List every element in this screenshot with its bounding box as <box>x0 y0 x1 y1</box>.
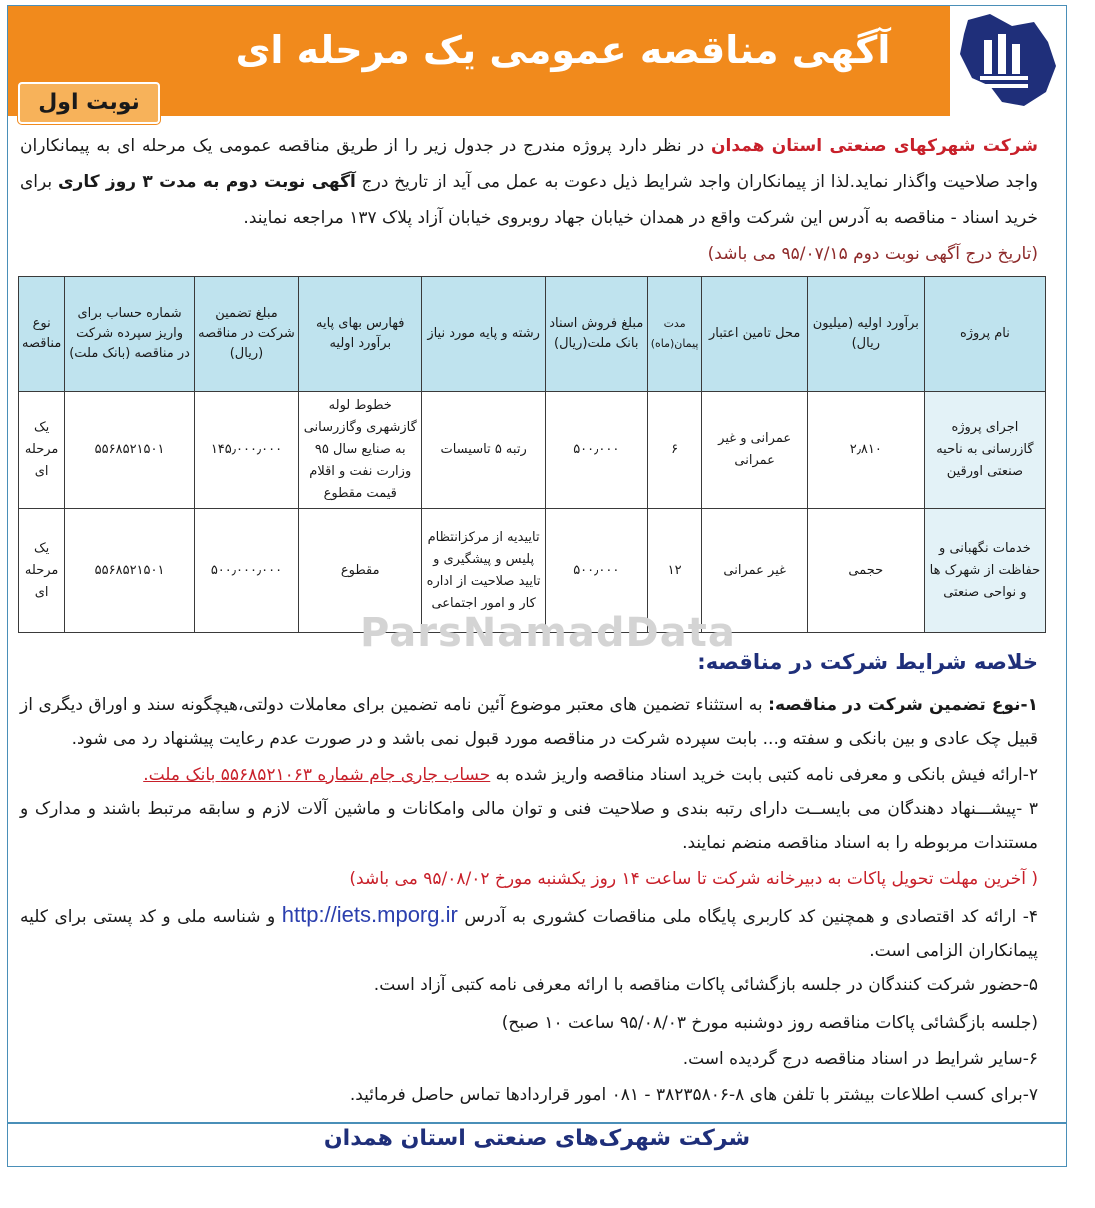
intro-text-1: در نظر دارد پروژه مندرج در جدول زیر را از طریق مناقصه عمومی یک مرحله ای به پیمانکاران واجد صلاحیت واگذار نماید.لذا از پیمانکاران واجد شرایط ذیل دعوت به عمل می آید از تاریخ درج <box>20 136 1038 192</box>
cell-account: ۵۵۶۸۵۲۱۵۰۱ <box>65 392 195 509</box>
tender-table <box>18 276 1046 633</box>
deadline-note: ( آخرین مهلت تحویل پاکات به دبیرخانه شرکت تا ساعت ۱۴ روز یکشنبه مورخ ۹۵/۰۸/۰۲ می باشد) <box>349 869 1038 889</box>
header-duration: مدت پیمان(ماه) <box>647 277 702 392</box>
condition-5: ۵-حضور شرکت کنندگان در جلسه بازگشائی پاکات مناقصه با ارائه معرفی نامه کتبی آزاد است. <box>373 975 1038 995</box>
table-header-row <box>19 277 1046 392</box>
cell-doc-price: ۵۰۰٫۰۰۰ <box>545 392 647 509</box>
intro-paragraph <box>20 128 1038 236</box>
condition-1 <box>20 688 1038 756</box>
cell-duration: ۱۲ <box>647 509 702 633</box>
header-doc-price: مبلغ فروش اسناد بانک ملت(ریال) <box>545 277 647 392</box>
condition-3: ۳ -پیشـــنهاد دهندگان می بایســت دارای رتبه بندی و صلاحیت فنی و توان مالی وامکانات و ماشین آلات لازم و سابقه مرتبط باشند و مدارک و مستندات مربوطه را به اسناد مناقصه منضم نمایند. <box>20 799 1038 853</box>
cell-price-list: خطوط لوله گازشهری وگازرسانی به صنایع سال ۹۵ وزارت نفت و اقلام قیمت مقطوع <box>299 392 422 509</box>
condition-5-note: (جلسه بازگشائی پاکات مناقصه روز دوشنبه مورخ ۹۵/۰۸/۰۳ ساعت ۱۰ صبح) <box>501 1013 1038 1033</box>
header-funding: محل تامین اعتبار <box>702 277 807 392</box>
watermark: ParsNamadData <box>360 610 736 656</box>
date-line: (تاریخ درج آگهی نوبت دوم ۹۵/۰۷/۱۵ می باشد) <box>707 244 1038 264</box>
badge-label: نوبت اول <box>38 90 140 115</box>
condition-2-text: ۲-ارائه فیش بانکی و معرفی نامه کتبی بابت خرید اسناد مناقصه واریز شده به <box>490 765 1038 785</box>
ad-title: آگهی مناقصه عمومی یک مرحله ای <box>235 28 891 72</box>
header-account: شماره حساب برای واریز سپرده شرکت در مناقصه (بانک ملت) <box>65 277 195 392</box>
cell-grade: رتبه ۵ تاسیسات <box>422 392 545 509</box>
condition-4-text-2: و شناسه ملی و کد پستی برای کلیه پیمانکاران الزامی است. <box>20 907 1038 961</box>
conditions-title: خلاصه شرایط شرکت در مناقصه: <box>697 650 1038 674</box>
condition-7: ۷-برای کسب اطلاعات بیشتر با تلفن های ۸-۳۸۲۳۵۸۰۶ - ۰۸۱ امور قراردادها تماس حاصل فرمائید. <box>349 1085 1038 1105</box>
cell-funding: عمرانی و غیر عمرانی <box>702 392 807 509</box>
condition-4-text-1: ۴- ارائه کد اقتصادی و همچنین کد کاربری پایگاه ملی مناقصات کشوری به آدرس <box>457 907 1038 927</box>
condition-1-text: به استثناء تضمین های معتبر موضوع آئین نامه تضمین برای معاملات دولتی،هیچگونه سند و اوراق دیگری از قبیل چک عادی و بین بانکی و سفته و... بابت سپرده شرکت در مناقصه مورد قبول نمی باشد و در صورت عدم رعایت پیشنهاد رد می شود. <box>20 695 1038 749</box>
publication-turn-badge <box>18 82 160 124</box>
header-band <box>8 6 950 116</box>
cell-tender-type: یک مرحله ای <box>19 509 65 633</box>
intro-text-2: برای خرید اسناد - مناقصه به آدرس این شرکت واقع در همدان خیابان جهاد روبروی خیابان آزاد پلاک ۱۳۷ مراجعه نمایند. <box>20 172 1038 228</box>
company-name: شرکت شهرکهای صنعتی استان همدان <box>711 136 1039 156</box>
cell-duration: ۶ <box>647 392 702 509</box>
table-row <box>19 392 1046 509</box>
intro-bold: آگهی نوبت دوم به مدت ۳ روز کاری <box>57 172 356 192</box>
cell-project-name: اجرای پروژه گازرسانی به ناحیه صنعتی اورقین <box>924 392 1045 509</box>
header-project-name: نام پروژه <box>924 277 1045 392</box>
header-tender-type: نوع مناقصه <box>19 277 65 392</box>
header-price-list: فهارس بهای پایه برآورد اولیه <box>299 277 422 392</box>
industrial-parks-logo-icon <box>950 6 1064 116</box>
cell-estimate: ۲٫۸۱۰ <box>807 392 924 509</box>
cell-price-list: مقطوع <box>299 509 422 633</box>
condition-2-account: حساب جاری جام شماره ۵۵۶۸۵۲۱۰۶۳ بانک ملت. <box>143 765 491 785</box>
condition-1-label: ۱-نوع تضمین شرکت در مناقصه: <box>768 695 1038 715</box>
condition-6: ۶-سایر شرایط در اسناد مناقصه درج گردیده است. <box>682 1049 1038 1069</box>
header-estimate: برآورد اولیه (میلیون ریال) <box>807 277 924 392</box>
condition-4 <box>20 898 1038 968</box>
footer-divider <box>7 1122 1067 1124</box>
cell-project-name: خدمات نگهبانی و حفاظت از شهرک ها و نواحی صنعتی <box>924 509 1045 633</box>
iets-link[interactable]: http://iets.mporg.ir <box>281 902 458 927</box>
cell-guarantee: ۵۰۰٫۰۰۰٫۰۰۰ <box>194 509 298 633</box>
cell-guarantee: ۱۴۵٫۰۰۰٫۰۰۰ <box>194 392 298 509</box>
header-grade: رشته و پایه مورد نیاز <box>422 277 545 392</box>
condition-2 <box>20 758 1038 792</box>
footer-company: شرکت شهرک‌های صنعتی استان همدان <box>323 1126 751 1151</box>
cell-account: ۵۵۶۸۵۲۱۵۰۱ <box>65 509 195 633</box>
cell-grade: تاییدیه از مرکزانتظام پلیس و پیشگیری و تایید صلاحیت از اداره کار و امور اجتماعی <box>422 509 545 633</box>
header-guarantee: مبلغ تضمین شرکت در مناقصه (ریال) <box>194 277 298 392</box>
cell-tender-type: یک مرحله ای <box>19 392 65 509</box>
cell-doc-price: ۵۰۰٫۰۰۰ <box>545 509 647 633</box>
cell-funding: غیر عمرانی <box>702 509 807 633</box>
cell-estimate: حجمی <box>807 509 924 633</box>
